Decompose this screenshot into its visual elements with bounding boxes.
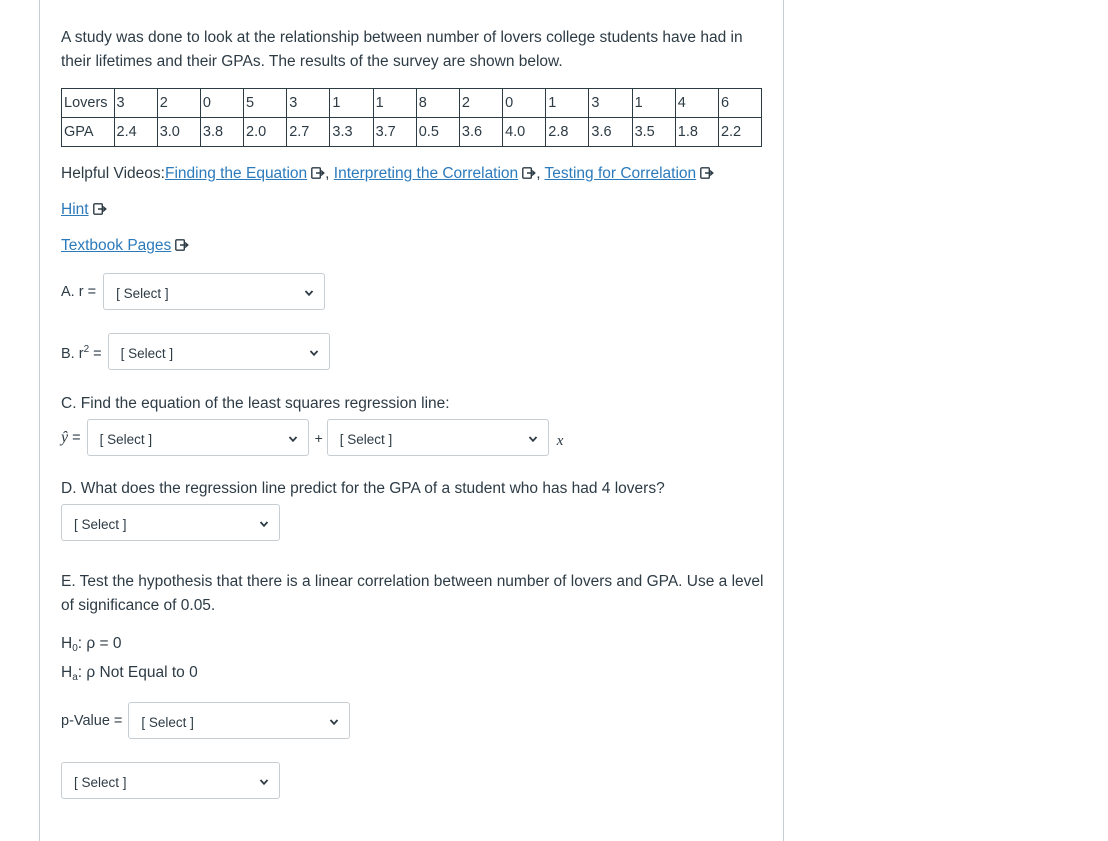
table-cell: 6: [718, 89, 761, 118]
external-link-icon: [93, 203, 107, 215]
textbook-row: [61, 234, 766, 258]
hint-link[interactable]: Hint: [61, 201, 89, 218]
helpful-videos-label: Helpful Videos:: [61, 165, 165, 182]
r-select[interactable]: [103, 273, 325, 310]
table-row: [62, 89, 762, 118]
table-cell: 2.7: [287, 118, 330, 147]
table-cell: 3.8: [200, 118, 243, 147]
null-hypothesis: $H_0$: ρ = 0: [61, 635, 122, 654]
conclusion-row: [61, 762, 766, 799]
table-cell: 4.0: [503, 118, 546, 147]
textbook-pages-link[interactable]: Textbook Pages: [61, 237, 172, 254]
table-cell: 3.6: [589, 118, 632, 147]
chevron-down-icon: [259, 519, 269, 529]
table-cell: 3.3: [330, 118, 373, 147]
table-cell: 2.4: [114, 118, 157, 147]
table-cell: 4: [675, 89, 718, 118]
table-cell: 3.6: [459, 118, 502, 147]
table-cell: 1: [632, 89, 675, 118]
equals-sign: =: [72, 429, 81, 446]
table-cell: 2: [157, 89, 200, 118]
table-cell: 3.0: [157, 118, 200, 147]
alternative-hypothesis: $H_a$: ρ Not Equal to 0: [61, 664, 198, 683]
table-cell: 2.2: [718, 118, 761, 147]
p-value-row: [61, 702, 766, 739]
select-placeholder: [ Select ]: [74, 517, 127, 532]
question-a: [61, 273, 766, 310]
slope-select[interactable]: [327, 419, 549, 456]
chevron-down-icon: [288, 434, 298, 444]
external-link-icon: [700, 167, 714, 179]
select-placeholder: [ Select ]: [99, 432, 153, 447]
p-value-select[interactable]: [128, 702, 350, 739]
intercept-select[interactable]: [87, 419, 309, 456]
link-separator: ,: [536, 165, 545, 182]
external-link-icon: [175, 239, 189, 251]
video-link-testing-correlation[interactable]: Testing for Correlation: [544, 165, 697, 182]
plus-sign: +: [314, 429, 323, 446]
regression-equation-row: [61, 419, 766, 456]
select-placeholder: [ Select ]: [339, 432, 393, 447]
conclusion-select[interactable]: [61, 762, 280, 799]
table-cell: 3: [114, 89, 157, 118]
table-cell: 1.8: [675, 118, 718, 147]
question-c-text: C. Find the equation of the least squares regression line:: [61, 395, 450, 412]
table-cell: 0: [503, 89, 546, 118]
question-b-label: B. $r^2$ =: [61, 343, 102, 362]
chevron-down-icon: [528, 434, 538, 444]
video-link-interpreting-correlation[interactable]: Interpreting the Correlation: [333, 165, 519, 182]
question-d-text: D. What does the regression line predict for the GPA of a student who has had 4 lovers?: [61, 480, 665, 497]
r-squared-select[interactable]: [108, 333, 330, 370]
chevron-down-icon: [304, 288, 314, 298]
table-cell: 5: [244, 89, 287, 118]
table-cell: 0: [200, 89, 243, 118]
table-cell: 0.5: [416, 118, 459, 147]
table-cell: 3: [287, 89, 330, 118]
question-e-text: E. Test the hypothesis that there is a linear correlation between number of lovers and GPA. Use a level of significance of 0.05.: [61, 573, 764, 614]
content-frame: [39, 0, 784, 841]
question-a-label: A. r =: [61, 283, 97, 300]
gpa-prediction-select[interactable]: [61, 504, 280, 541]
select-placeholder: [ Select ]: [116, 286, 169, 301]
table-cell: 3: [589, 89, 632, 118]
p-value-label: p-Value =: [61, 712, 123, 729]
table-cell: 1: [373, 89, 416, 118]
video-link-finding-equation[interactable]: Finding the Equation: [164, 165, 308, 182]
question-content: [61, 26, 766, 799]
external-link-icon: [311, 167, 325, 179]
helpful-videos: [61, 162, 766, 186]
table-cell: 2.8: [546, 118, 589, 147]
table-row-header: Lovers: [62, 89, 115, 118]
table-cell: 1: [330, 89, 373, 118]
question-intro: A study was done to look at the relationship between number of lovers college students have had in their lifetimes and their GPAs. The results of the survey are shown below.: [61, 29, 743, 70]
link-separator: ,: [325, 165, 334, 182]
table-cell: 8: [416, 89, 459, 118]
x-variable: x: [556, 432, 564, 449]
table-cell: 2.0: [244, 118, 287, 147]
hint-row: [61, 198, 766, 222]
select-placeholder: [ Select ]: [120, 346, 174, 361]
external-link-icon: [522, 167, 536, 179]
table-row: [62, 118, 762, 147]
chevron-down-icon: [309, 348, 319, 358]
table-cell: 3.5: [632, 118, 675, 147]
question-b: [61, 333, 766, 370]
chevron-down-icon: [259, 777, 269, 787]
select-placeholder: [ Select ]: [141, 715, 194, 730]
question-d: [61, 504, 766, 541]
table-cell: 2: [459, 89, 502, 118]
table-cell: 3.7: [373, 118, 416, 147]
table-cell: 1: [546, 89, 589, 118]
data-table: [61, 88, 762, 147]
table-row-header: GPA: [62, 118, 115, 147]
y-hat-symbol: ŷ: [61, 428, 69, 446]
chevron-down-icon: [329, 717, 339, 727]
select-placeholder: [ Select ]: [74, 775, 127, 790]
